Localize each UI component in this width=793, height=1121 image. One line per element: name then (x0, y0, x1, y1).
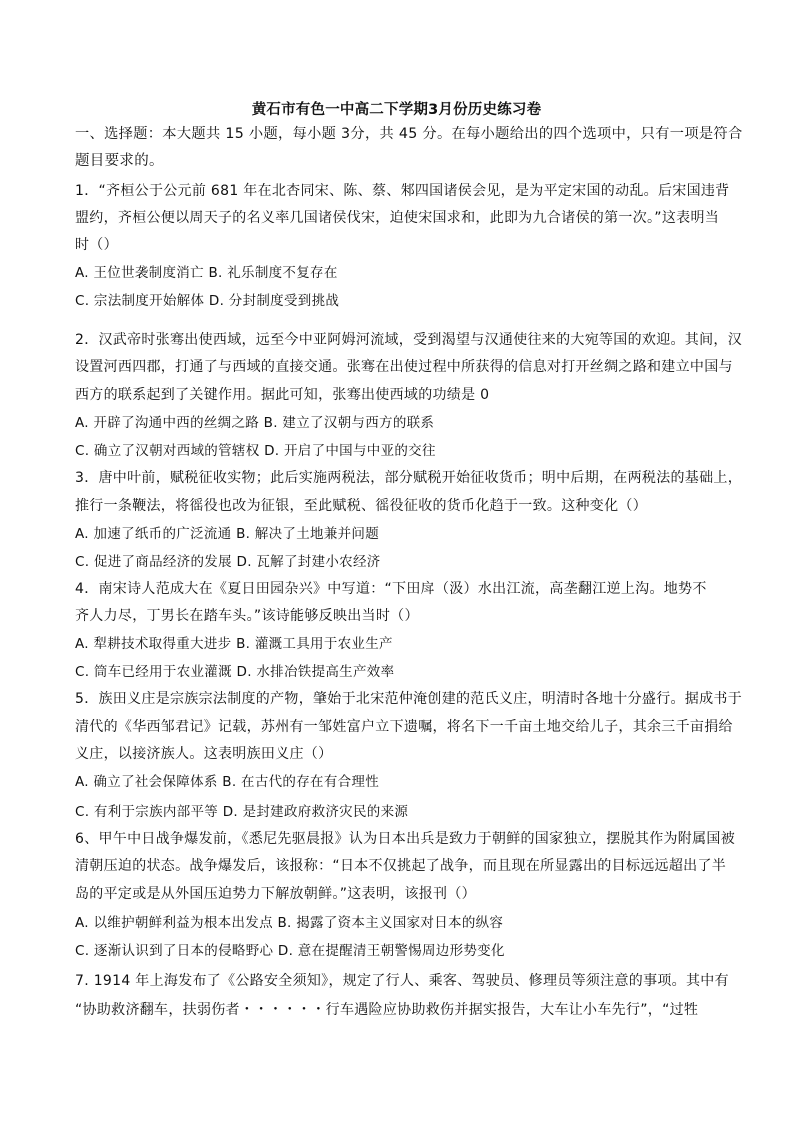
question-5-line-3: 义庄，以接济族人。这表明族田义庄（） (75, 746, 333, 762)
question-7-line-2: “协助救济翻车，扶弱伤者・・・・・・行车遇险应协助救伤并据实报告，大车让小车先行”，“过牲 (75, 1002, 699, 1018)
section-header-line-2: 题目要求的。 (75, 153, 164, 169)
question-2-options-2: C. 确立了汉朝对西域的管辖权 D. 开启了中国与中亚的交往 (75, 443, 436, 459)
question-6-line-1: 6、甲午中日战争爆发前，《悉尼先驱晨报》认为日本出兵是致力于朝鲜的国家独立，摆脱其作为附属国被 (75, 831, 736, 847)
question-4-line-2: 齐人力尽，丁男长在踏车头。”该诗能够反映出当时（） (75, 608, 419, 624)
question-2-options-1: A. 开辟了沟通中西的丝绸之路 B. 建立了汉朝与西方的联系 (75, 415, 435, 431)
question-4-options-1: A. 犁耕技术取得重大进步 B. 灌溉工具用于农业生产 (75, 636, 393, 652)
question-5-options-2: C. 有利于宗族内部平等 D. 是封建政府救济灾民的来源 (75, 804, 409, 820)
question-1-options-2: C. 宗法制度开始解体 D. 分封制度受到挑战 (75, 293, 340, 309)
question-1-line-3: 时（） (75, 237, 118, 253)
question-6-options-2: C. 逐渐认识到了日本的侵略野心 D. 意在提醒清王朝警惕周边形势变化 (75, 943, 505, 959)
question-2-line-1: 2．汉武帝时张骞出使西域，远至今中亚阿姆河流域，受到渴望与汉通使往来的大宛等国的欢迎。其间，汉 (75, 332, 743, 348)
question-2-line-3: 西方的联系起到了关键作用。据此可知，张骞出使西域的功绩是 0 (75, 387, 490, 403)
question-7-line-1: 7. 1914 年上海发布了《公路安全须知》，规定了行人、乘客、驾驶员、修理员等须注意的事项。其中有 (75, 973, 729, 989)
question-1-options-1: A. 王位世袭制度消亡 B. 礼乐制度不复存在 (75, 265, 338, 281)
question-3-options-2: C. 促进了商品经济的发展 D. 瓦解了封建小农经济 (75, 554, 381, 570)
question-6-line-3: 岛的平定或是从外国压迫势力下解放朝鲜。”这表明，该报刊（） (75, 886, 476, 902)
question-3-options-1: A. 加速了纸币的广泛流通 B. 解决了土地兼并问题 (75, 526, 380, 542)
question-1-line-1: 1．“齐桓公于公元前 681 年在北杏同宋、陈、蔡、邾四国诸侯会见，是为平定宋国的动乱。后宋国违背 (75, 183, 730, 199)
question-6-options-1: A. 以维护朝鲜利益为根本出发点 B. 揭露了资本主义国家对日本的纵容 (75, 915, 504, 931)
page-title: 黄石市有色一中高二下学期3月份历史练习卷 (251, 102, 542, 118)
question-5-line-2: 清代的《华西邹君记》记载，苏州有一邹姓富户立下遗嘱，将名下一千亩土地交给儿子，其余三千亩捐给 (75, 719, 733, 735)
question-1-line-2: 盟约，齐桓公便以周天子的名义率几国诸侯伐宋，迫使宋国求和，此即为九合诸侯的第一次。”这表明当 (75, 210, 720, 226)
question-5-line-1: 5．族田义庄是宗族宗法制度的产物，肇始于北宋范仲淹创建的范氏义庄，明清时各地十分盛行。据成书于 (75, 691, 743, 707)
question-4-line-1: 4．南宋诗人范成大在《夏日田园杂兴》中写道：“下田戽（汲）水出江流，高垄翻江逆上沟。地势不 (75, 581, 707, 597)
question-4-options-2: C. 筒车已经用于农业灌溉 D. 水排冶铁提高生产效率 (75, 664, 395, 680)
question-3-line-2: 推行一条鞭法，将徭役也改为征银，至此赋税、徭役征收的货币化趋于一致。这种变化（） (75, 498, 647, 514)
question-2-line-2: 设置河西四郡，打通了与西域的直接交通。张骞在出使过程中所获得的信息对打开丝绸之路和建立中国与 (75, 359, 733, 375)
question-3-line-1: 3．唐中叶前，赋税征收实物；此后实施两税法，部分赋税开始征收货币；明中后期，在两税法的基础上， (75, 470, 743, 486)
question-5-options-1: A. 确立了社会保障体系 B. 在古代的存在有合理性 (75, 774, 380, 790)
section-header-line-1: 一、选择题：本大题共 15 小题，每小题 3分，共 45 分。在每小题给出的四个选项中，只有一项是符合 (75, 126, 743, 142)
question-6-line-2: 清朝压迫的状态。战争爆发后，该报称：“日本不仅挑起了战争，而且现在所显露出的目标远远超出了半 (75, 858, 727, 874)
